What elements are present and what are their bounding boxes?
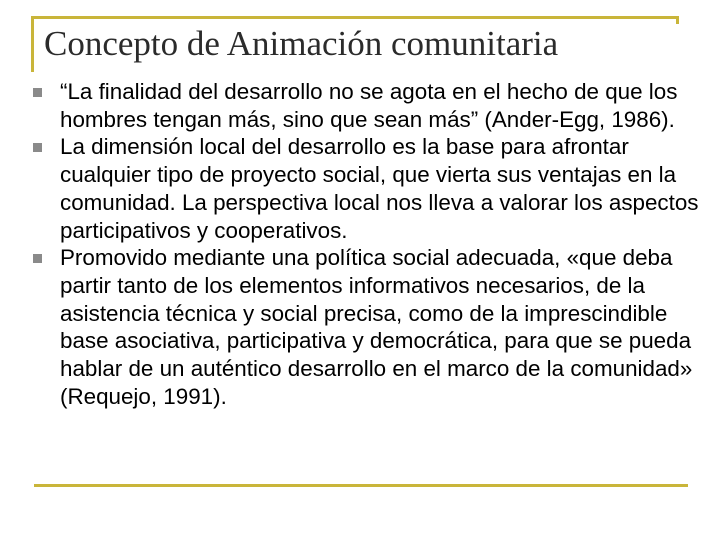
bullet-item	[33, 244, 703, 410]
bullet-text: “La finalidad del desarrollo no se agota en el hecho de que los hombres tengan más, sino que sean más” (Ander-Egg, 1986).	[60, 79, 678, 132]
slide-title: Concepto de Animación comunitaria	[44, 24, 559, 63]
frame-top-cap-line	[676, 16, 679, 24]
square-bullet-icon	[33, 254, 42, 263]
bullet-text: Promovido mediante una política social adecuada, «que deba partir tanto de los elementos informativos necesarios, de la asistencia técnica y social precisa, como de la imprescindible base asociativa, participativa y democrática, para que se pueda hablar de un auténtico desarrollo en el marco de la comunidad» (Requejo, 1991).	[60, 245, 693, 409]
square-bullet-icon	[33, 143, 42, 152]
square-bullet-icon	[33, 88, 42, 97]
frame-top-line	[31, 16, 678, 19]
bullet-item	[33, 133, 703, 244]
bullet-text: La dimensión local del desarrollo es la base para afrontar cualquier tipo de proyecto social, que vierta sus ventajas en la comunidad. La perspectiva local nos lleva a valorar los aspectos participativos y cooperativos.	[60, 134, 699, 243]
bullet-list	[33, 78, 703, 410]
frame-bottom-line	[34, 484, 688, 487]
bullet-item	[33, 78, 703, 133]
frame-left-line	[31, 16, 34, 72]
